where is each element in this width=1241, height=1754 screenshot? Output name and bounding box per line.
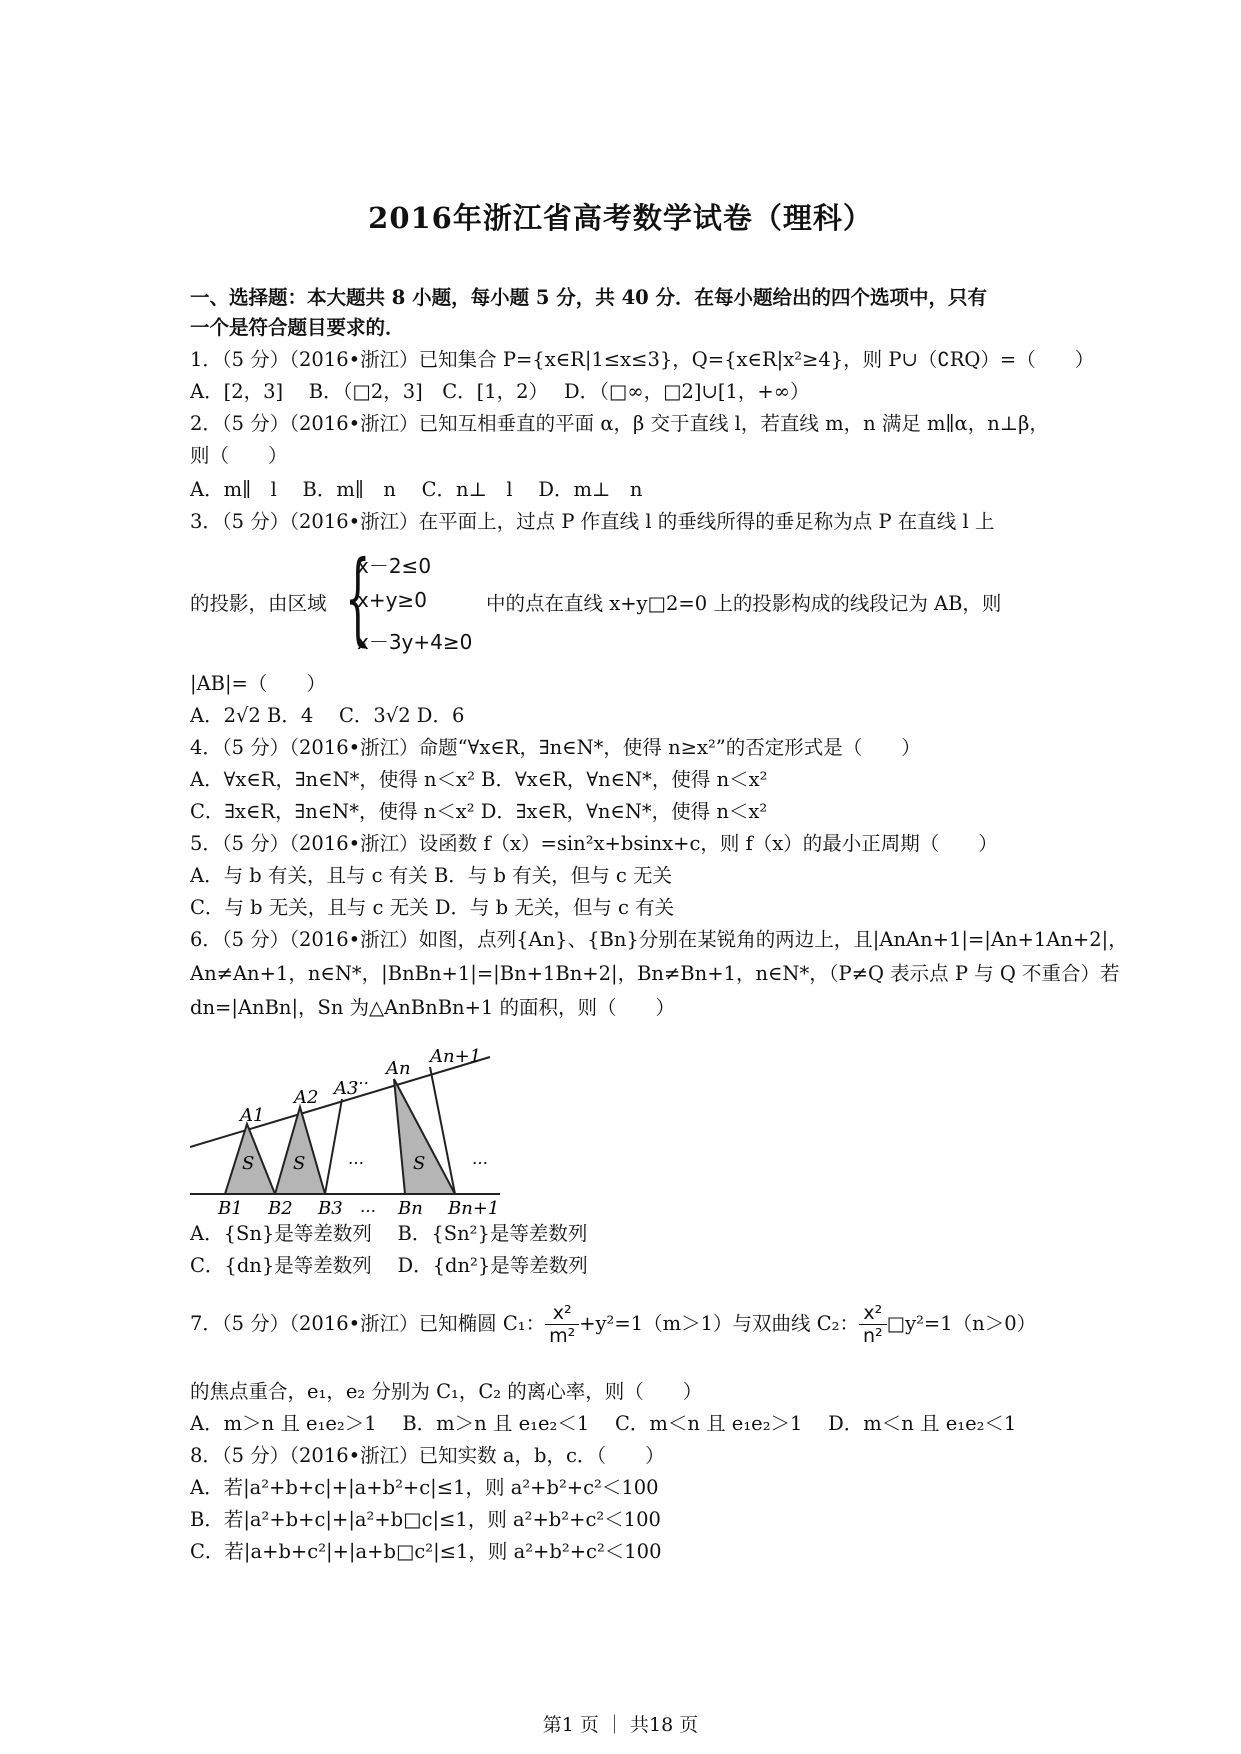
q1-options: A．[2，3] B．（□2，3] C．[1，2） D．（□∞，□2]∪[1，+∞）: [190, 380, 810, 403]
label-an: An: [386, 1058, 411, 1079]
label-a3: A3: [334, 1078, 359, 1099]
q3-ineq-1: x－2≤0: [357, 554, 432, 578]
q2-options: A．m∥ l B．m∥ n C．n⊥ l D．m⊥ n: [190, 478, 643, 501]
q6-options-cd: C．{dn}是等差数列 D．{dn²}是等差数列: [190, 1254, 588, 1277]
q7-stem-cont: 的焦点重合，e₁，e₂ 分别为 C₁，C₂ 的离心率，则（ ）: [190, 1380, 703, 1403]
q7-frac2-den: n²: [862, 1325, 883, 1347]
q7-fraction-hyperbola: [859, 1302, 887, 1347]
q8-option-a: A．若|a²+b+c|+|a+b²+c|≤1，则 a²+b²+c²＜100: [190, 1476, 659, 1499]
q7-fraction-ellipse: [545, 1302, 579, 1347]
q7-frac2-num: x²: [859, 1302, 887, 1325]
q6-options-ab: A．{Sn}是等差数列 B．{Sn²}是等差数列: [190, 1222, 588, 1245]
q6-figure: [190, 1024, 520, 1214]
label-s1: S: [242, 1153, 255, 1174]
q7-stem-b: +y²=1（m＞1）与双曲线 C₂：: [579, 1312, 859, 1335]
segment-a3b3: [325, 1099, 342, 1194]
q6-stem: 6．（5 分）（2016•浙江）如图，点列{An}、{Bn}分别在某锐角的两边上，且|AnAn+1|=|An+1An+2|，: [190, 928, 1128, 951]
q8-stem: 8．（5 分）（2016•浙江）已知实数 a，b，c．（ ）: [190, 1444, 665, 1467]
q5-options-ab: A．与 b 有关，且与 c 有关 B．与 b 有关，但与 c 无关: [190, 864, 673, 887]
q7-stem-c: □y²=1（n＞0）: [886, 1312, 1037, 1335]
page-title: 2016年浙江省高考数学试卷（理科）: [368, 201, 873, 235]
label-dots-top: …: [353, 1069, 369, 1088]
q8-option-b: B．若|a²+b+c|+|a²+b□c|≤1，则 a²+b²+c²＜100: [190, 1508, 661, 1531]
q3-inequality-system: [345, 539, 495, 658]
q1-stem: 1．（5 分）（2016•浙江）已知集合 P={x∈R|1≤x≤3}，Q={x∈R|x²≥4}，则 P∪（∁RQ）=（ ）: [190, 348, 1095, 371]
q2-stem: 2．（5 分）（2016•浙江）已知互相垂直的平面 α，β 交于直线 l，若直线 m，n 满足 m∥α，n⊥β，: [190, 412, 1049, 435]
label-a2: A2: [294, 1087, 319, 1108]
q7-options: A．m＞n 且 e₁e₂＞1 B．m＞n 且 e₁e₂＜1 C．m＜n 且 e₁e₂＞1 D．m＜n 且 e₁e₂＜1: [190, 1412, 1017, 1435]
q6-stem-end: dn=|AnBn|，Sn 为△AnBnBn+1 的面积，则（ ）: [190, 996, 676, 1019]
q4-options-ab: A．∀x∈R，∃n∈N*，使得 n＜x² B．∀x∈R，∀n∈N*，使得 n＜x²: [190, 768, 768, 791]
label-dots-right: …: [472, 1149, 488, 1168]
q7-frac1-num: x²: [545, 1302, 579, 1325]
q3-stem-before: 的投影，由区域: [190, 592, 327, 615]
page-footer: 第1 页 ｜ 共18 页: [542, 1714, 699, 1736]
q3-options: A．2√2 B．4 C．3√2 D．6: [190, 704, 465, 727]
q3-stem: 3．（5 分）（2016•浙江）在平面上，过点 P 作直线 l 的垂线所得的垂足称为点 P 在直线 l 上: [190, 510, 995, 533]
label-an1: An+1: [430, 1046, 482, 1067]
label-b2: B2: [268, 1198, 293, 1214]
label-dots-mid: …: [348, 1149, 364, 1168]
q2-stem-cont: 则（ ）: [190, 444, 288, 467]
q4-stem: 4．（5 分）（2016•浙江）命题“∀x∈R，∃n∈N*，使得 n≥x²”的否定形式是（ ）: [190, 736, 921, 759]
q3-stem-after: 中的点在直线 x+y□2=0 上的投影构成的线段记为 AB，则: [486, 592, 1002, 615]
q3-ineq-3: x－3y+4≥0: [357, 630, 473, 654]
q7-frac1-den: m²: [549, 1325, 576, 1347]
label-dots-bottom: …: [360, 1197, 376, 1214]
q8-option-c: C．若|a+b+c²|+|a+b□c²|≤1，则 a²+b²+c²＜100: [190, 1540, 662, 1563]
label-s2: S: [293, 1153, 306, 1174]
label-bn1: Bn+1: [448, 1198, 500, 1214]
q7-stem-a: 7．（5 分）（2016•浙江）已知椭圆 C₁：: [190, 1312, 546, 1335]
upper-ray: [190, 1057, 490, 1147]
label-b1: B1: [218, 1198, 243, 1214]
q7-stem: [190, 1296, 1036, 1352]
q6-stem-cont: An≠An+1，n∈N*，|BnBn+1|=|Bn+1Bn+2|，Bn≠Bn+1，n∈N*，（P≠Q 表示点 P 与 Q 不重合）若: [190, 962, 1120, 985]
q3-stem-end: |AB|=（ ）: [190, 672, 326, 695]
label-bn: Bn: [398, 1198, 423, 1214]
q4-options-cd: C．∃x∈R，∃n∈N*，使得 n＜x² D．∃x∈R，∀n∈N*，使得 n＜x²: [190, 800, 768, 823]
triangle-sn: [394, 1079, 455, 1194]
q5-options-cd: C．与 b 无关，且与 c 无关 D．与 b 无关，但与 c 有关: [190, 896, 675, 919]
brace-glyph: {: [345, 539, 371, 656]
section-heading-cont: 一个是符合题目要求的．: [190, 316, 405, 339]
label-a1: A1: [240, 1105, 265, 1126]
label-sn: S: [413, 1153, 426, 1174]
section-heading: 一、选择题：本大题共 8 小题，每小题 5 分，共 40 分．在每小题给出的四个选项中，只有: [190, 286, 988, 309]
q3-ineq-2: x+y≥0: [357, 588, 427, 612]
label-b3: B3: [318, 1198, 343, 1214]
q5-stem: 5．（5 分）（2016•浙江）设函数 f（x）=sin²x+bsinx+c，则 f（x）的最小正周期（ ）: [190, 832, 998, 855]
